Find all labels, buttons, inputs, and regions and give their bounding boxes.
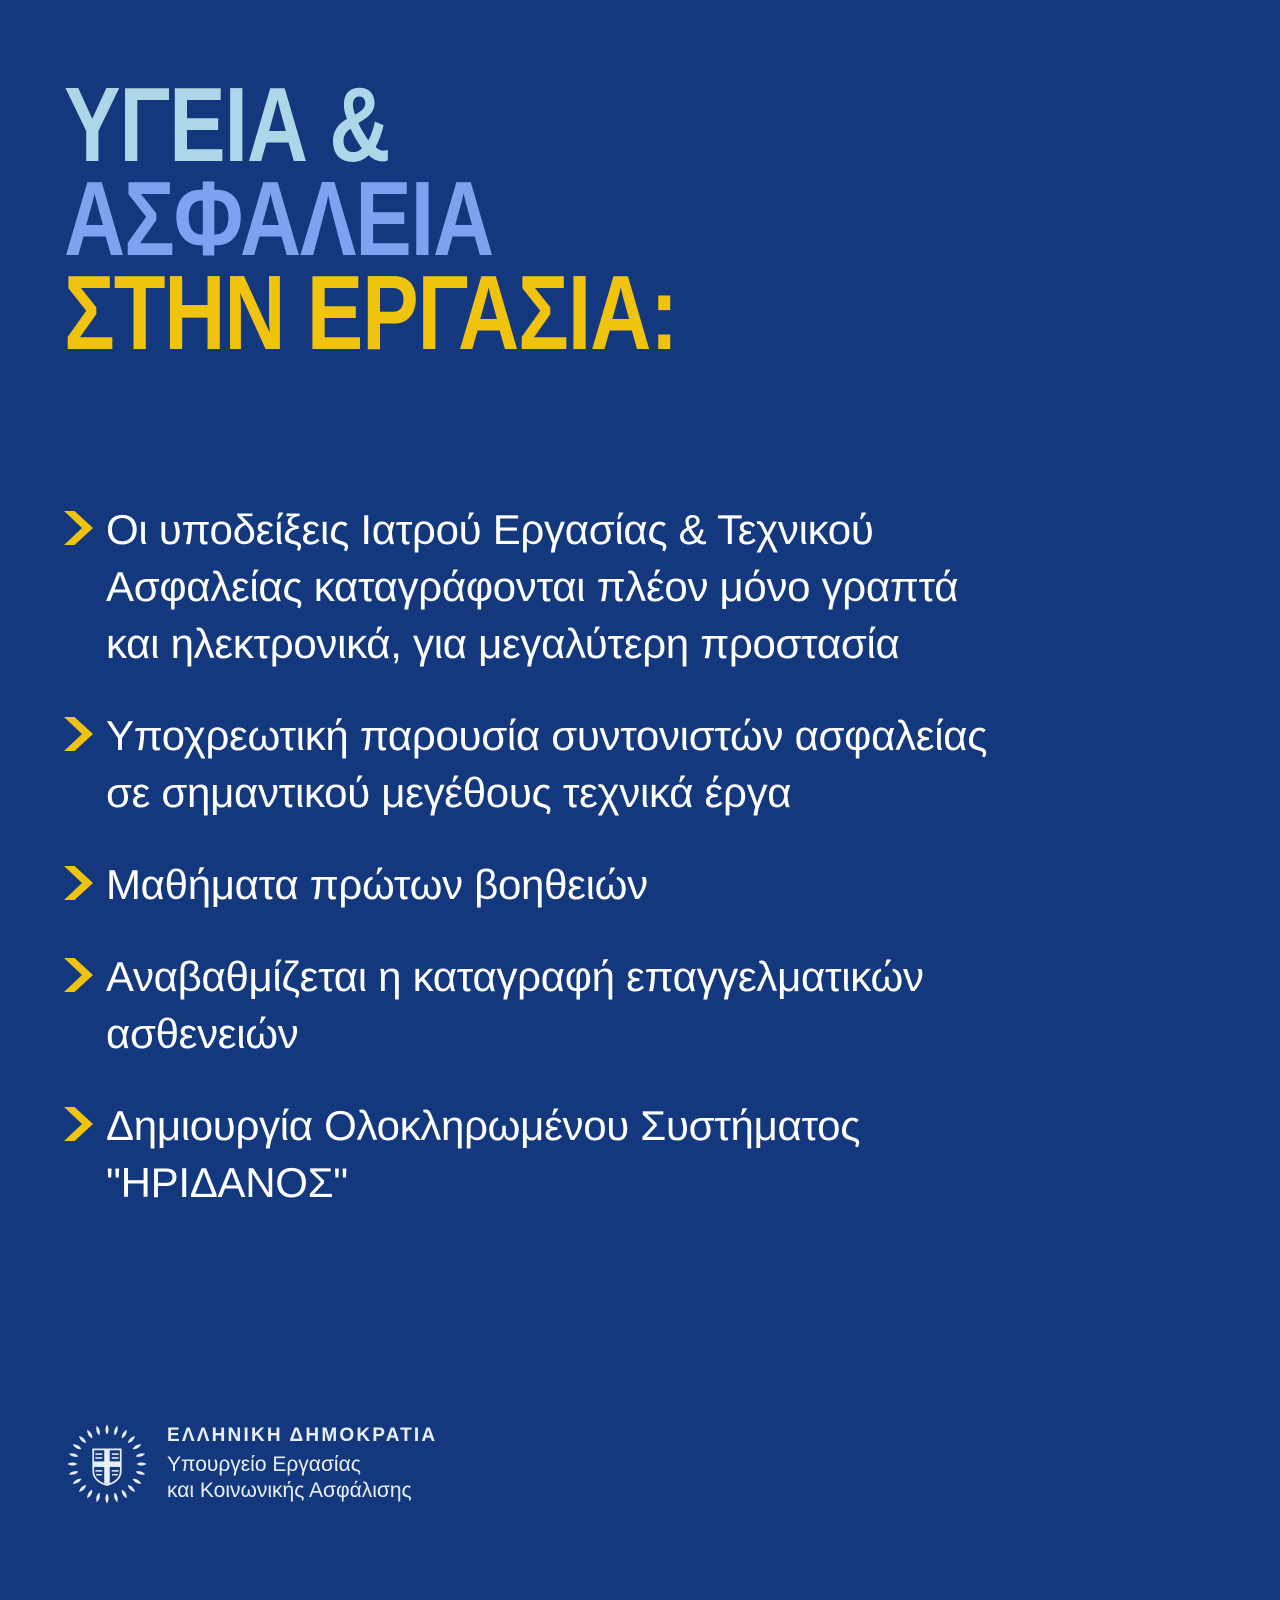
bullet-list	[64, 501, 1216, 1211]
chevron-right-icon	[64, 1107, 93, 1141]
title-line-1: ΥΓΕΙΑ &	[64, 66, 390, 184]
title-line-3: ΣΤΗΝ ΕΡΓΑΣΙΑ:	[64, 254, 678, 372]
bullet-text	[106, 707, 987, 821]
bullet-line: Ασφαλείας καταγράφονται πλέον μόνο γραπτά	[106, 563, 959, 610]
chevron-right-icon	[64, 717, 93, 751]
greek-coat-of-arms-icon	[64, 1421, 150, 1507]
bullet-text	[106, 501, 958, 672]
list-item	[64, 948, 1216, 1062]
ministry-name-line-2: και Κοινωνικής Ασφάλισης	[167, 1478, 412, 1502]
bullet-line: και ηλεκτρονικά, για μεγαλύτερη προστασία	[106, 620, 900, 667]
bullet-line: Οι υποδείξεις Ιατρού Εργασίας & Τεχνικού	[106, 506, 874, 553]
poster-content	[64, 66, 1216, 1246]
page-title	[64, 66, 1216, 372]
bullet-line: σε σημαντικού μεγέθους τεχνικά έργα	[106, 769, 792, 816]
bullet-line: "ΗΡΙΔΑΝΟΣ"	[106, 1159, 348, 1206]
bullet-text	[106, 948, 924, 1062]
ministry-name-line-1: Υπουργείο Εργασίας	[167, 1452, 361, 1476]
chevron-right-icon	[64, 958, 93, 992]
bullet-text	[106, 856, 648, 913]
bullet-line: ασθενειών	[106, 1010, 299, 1057]
government-logo	[64, 1421, 437, 1507]
title-line-2: ΑΣΦΑΛΕΙΑ	[64, 160, 494, 278]
list-item	[64, 856, 1216, 913]
list-item	[64, 707, 1216, 821]
list-item	[64, 1097, 1216, 1211]
chevron-right-icon	[64, 511, 93, 545]
org-name: ΕΛΛΗΝΙΚΗ ΔΗΜΟΚΡΑΤΙΑ	[167, 1424, 438, 1446]
government-logo-text	[167, 1425, 437, 1504]
bullet-line: Μαθήματα πρώτων βοηθειών	[106, 861, 648, 908]
list-item	[64, 501, 1216, 672]
bullet-line: Αναβαθμίζεται η καταγραφή επαγγελματικών	[106, 953, 924, 1000]
chevron-right-icon	[64, 866, 93, 900]
bullet-line: Δημιουργία Ολοκληρωμένου Συστήματος	[106, 1102, 861, 1149]
bullet-line: Υποχρεωτική παρουσία συντονιστών ασφαλείας	[106, 712, 988, 759]
bullet-text	[106, 1097, 860, 1211]
